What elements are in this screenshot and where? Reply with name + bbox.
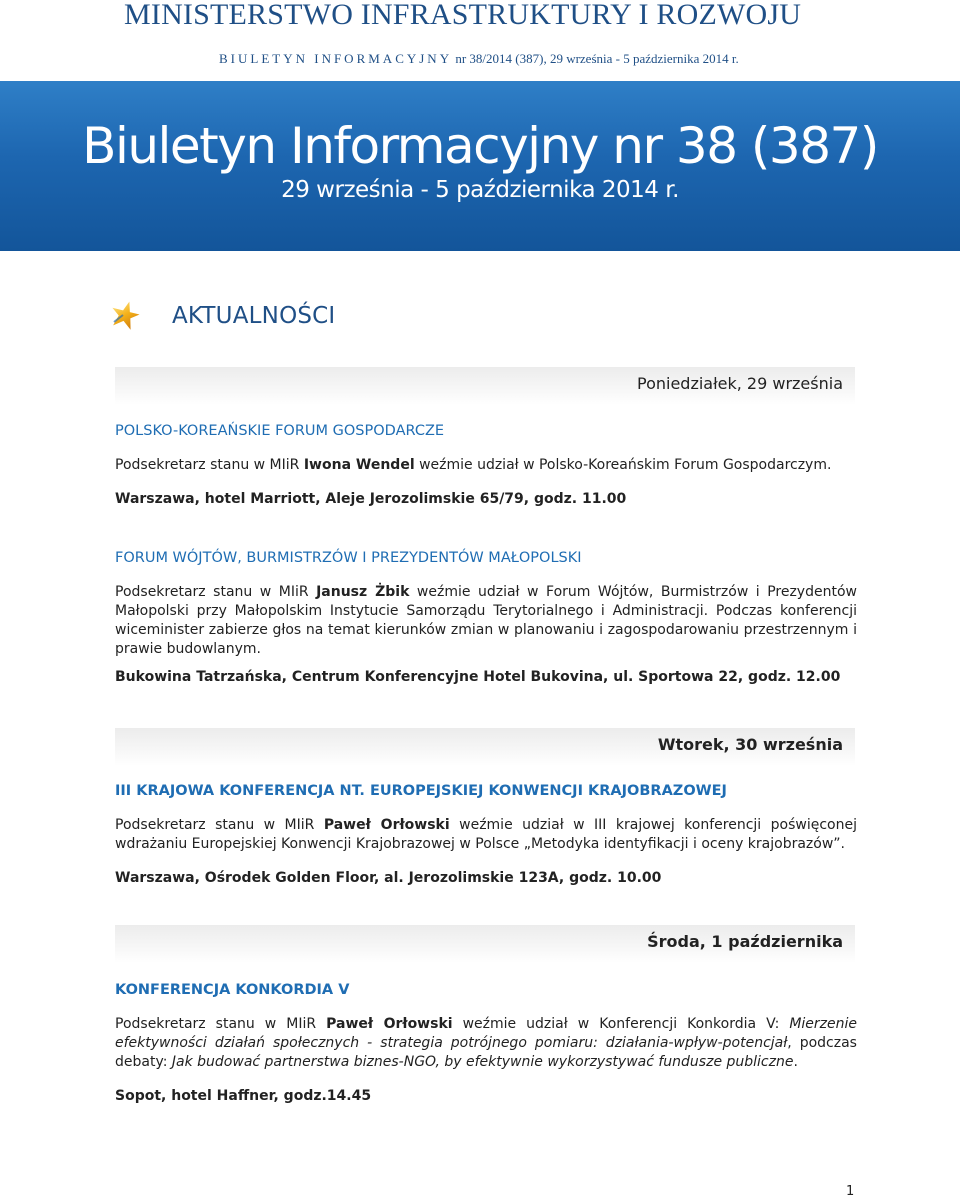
event-person: Paweł Orłowski — [323, 817, 450, 833]
event-text: weźmie udział w Forum Wójtów, Burmistrzów i Prezydentów Małopolski przy Małopolskim Instytucie Samorządu Terytorialnego i Administracji. Podczas konferencji wiceminister zabierze głos na temat kierunków zmian w planowaniu i zagospodarowaniu przestrzennym i prawie budowlanym. — [115, 584, 857, 657]
event-title: III KRAJOWA KONFERENCJA NT. EUROPEJSKIEJ KONWENCJI KRAJOBRAZOWEJ — [115, 783, 727, 799]
event-person: Iwona Wendel — [303, 457, 415, 473]
event-person: Paweł Orłowski — [326, 1016, 453, 1032]
section-title: AKTUALNOŚCI — [172, 303, 336, 329]
event-block — [115, 783, 857, 888]
event-text-mid: , podczas debaty: — [115, 1035, 857, 1070]
event-location: Warszawa, hotel Marriott, Aleje Jerozolimskie 65/79, godz. 11.00 — [115, 491, 627, 507]
event-description — [115, 583, 857, 659]
day-label: Środa, 1 października — [647, 932, 843, 951]
star-icon — [110, 300, 140, 330]
event-text: weźmie udział w Polsko-Koreańskim Forum Gospodarczym. — [414, 457, 832, 473]
banner-subtitle: 29 września - 5 października 2014 r. — [281, 177, 679, 203]
event-location: Warszawa, Ośrodek Golden Floor, al. Jerozolimskie 123A, godz. 10.00 — [115, 870, 662, 886]
event-italic-topic: Mierzenie efektywności działań społecznych - strategia potrójnego pomiaru: działania-wpływ-potencjał — [115, 1016, 857, 1051]
bulletin-subline-label: BIULETYN INFORMACYJNY — [219, 51, 453, 66]
bulletin-subline-issue: nr 38/2014 (387), 29 września - 5 października 2014 r. — [455, 51, 739, 66]
day-label: Poniedziałek, 29 września — [636, 374, 843, 393]
event-intro: Podsekretarz stanu w MIiR — [115, 817, 324, 833]
event-text-end: . — [793, 1054, 798, 1070]
day-label: Wtorek, 30 września — [657, 735, 843, 754]
event-block — [115, 982, 857, 1106]
ministry-header: MINISTERSTWO INFRASTRUKTURY I ROZWOJU — [124, 0, 802, 31]
event-title: FORUM WÓJTÓW, BURMISTRZÓW I PREZYDENTÓW MAŁOPOLSKI — [115, 550, 582, 566]
banner-title: Biuletyn Informacyjny nr 38 (387) — [82, 117, 878, 175]
event-title: KONFERENCJA KONKORDIA V — [115, 982, 350, 998]
day-header-monday — [115, 367, 855, 405]
event-description — [115, 1015, 857, 1072]
event-block — [115, 423, 857, 509]
title-banner — [0, 81, 960, 251]
event-description — [115, 816, 857, 854]
event-text: weźmie udział w III krajowej konferencji poświęconej wdrażaniu Europejskiej Konwencji Krajobrazowej w Polsce „Metodyka identyfikacji i oceny krajobrazów”. — [115, 817, 857, 852]
event-intro: Podsekretarz stanu w MIiR — [115, 457, 304, 473]
day-header-wednesday — [115, 925, 855, 963]
event-title: POLSKO-KOREAŃSKIE FORUM GOSPODARCZE — [115, 423, 445, 439]
event-text: weźmie udział w Konferencji Konkordia V: — [452, 1016, 790, 1032]
event-intro: Podsekretarz stanu w MIiR — [115, 584, 317, 600]
event-italic-debate: Jak budować partnerstwa biznes-NGO, by efektywnie wykorzystywać fundusze publiczne — [171, 1054, 794, 1070]
bulletin-subline — [219, 51, 739, 67]
event-intro: Podsekretarz stanu w MIiR — [115, 1016, 327, 1032]
event-location: Sopot, hotel Haffner, godz.14.45 — [115, 1088, 372, 1104]
event-person: Janusz Żbik — [316, 584, 410, 600]
day-header-tuesday — [115, 728, 855, 766]
event-location: Bukowina Tatrzańska, Centrum Konferencyjne Hotel Bukovina, ul. Sportowa 22, godz. 12.00 — [115, 669, 841, 685]
event-description — [115, 456, 857, 475]
page-number: 1 — [846, 1184, 855, 1199]
event-block — [115, 550, 857, 687]
